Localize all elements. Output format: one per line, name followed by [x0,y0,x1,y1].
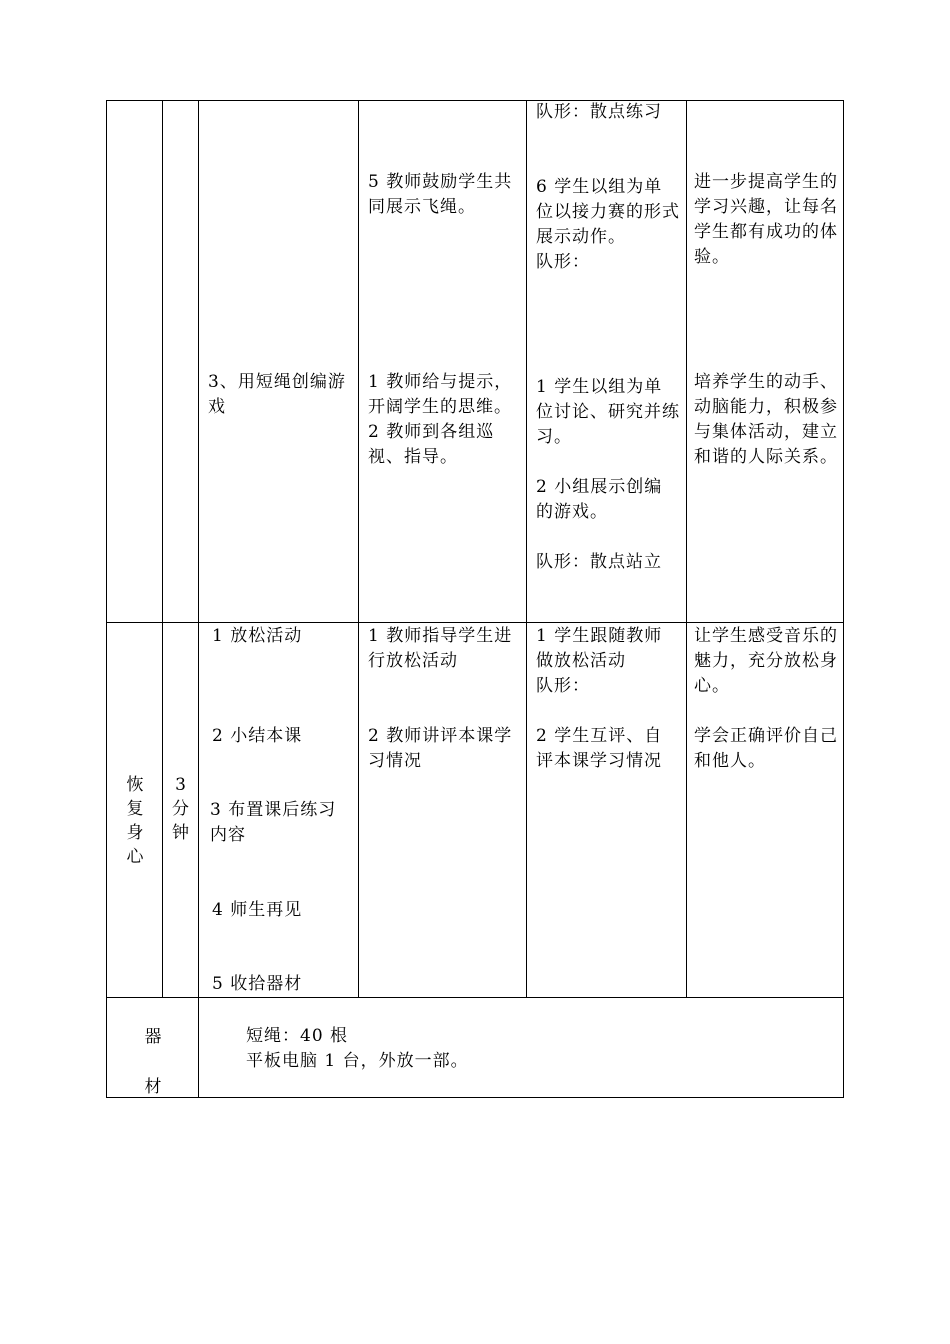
teacher-relax-guidance: 1 教师指导学生进行放松活动 [368,626,513,671]
equipment-label: 器 材 [144,1027,162,1097]
table-border-right [843,100,844,1098]
duration-label: 3 分 钟 [172,775,189,843]
col-divider-5 [686,100,687,998]
purpose-music-relax: 让学生感受音乐的魅力，充分放松身心。 [694,626,838,696]
col-divider-1 [162,100,163,998]
content-summary: 2 小结本课 [212,726,303,746]
table-border-left [106,100,107,1098]
teacher-step-5: 5 教师鼓励学生共同展示飞绳。 [368,172,513,217]
student-evaluation: 2 学生互评、自评本课学习情况 [536,726,663,771]
content-homework: 3 布置课后练习内容 [210,800,337,845]
content-relax: 1 放松活动 [212,626,303,646]
row-divider-recovery [106,622,844,623]
content-collect-equipment: 5 收拾器材 [212,974,303,994]
table-border-bottom [106,1097,844,1098]
row-divider-equipment [106,997,844,998]
purpose-interest: 进一步提高学生的学习兴趣，让每名学生都有成功的体验。 [694,172,838,267]
student-group-work: 1 学生以组为单位讨论、研究并练习。 2 小组展示创编的游戏。 队形：散点站立 [536,377,680,572]
col-divider-2 [198,100,199,1098]
content-goodbye: 4 师生再见 [212,900,303,920]
student-step-6: 6 学生以组为单位以接力赛的形式展示动作。 队形： [536,177,680,272]
purpose-evaluate: 学会正确评价自己和他人。 [694,726,838,771]
col-divider-3 [358,100,359,998]
col-divider-4 [526,100,527,998]
table-border-top [106,100,844,101]
purpose-teamwork: 培养学生的动手、动脑能力，积极参与集体活动，建立和谐的人际关系。 [694,372,838,467]
teacher-review: 2 教师讲评本课学习情况 [368,726,513,771]
phase-label-recovery: 恢 复 身 心 [126,775,144,867]
content-create-game: 3、用短绳创编游戏 [208,372,346,417]
student-follow-relax: 1 学生跟随教师做放松活动 队形： [536,626,663,696]
teacher-hints-guidance: 1 教师给与提示，开阔学生的思维。 2 教师到各组巡视、指导。 [368,372,513,467]
formation-scattered-practice: 队形：散点练习 [536,102,662,122]
equipment-list: 短绳：40 根 平板电脑 1 台，外放一部。 [246,1026,469,1071]
